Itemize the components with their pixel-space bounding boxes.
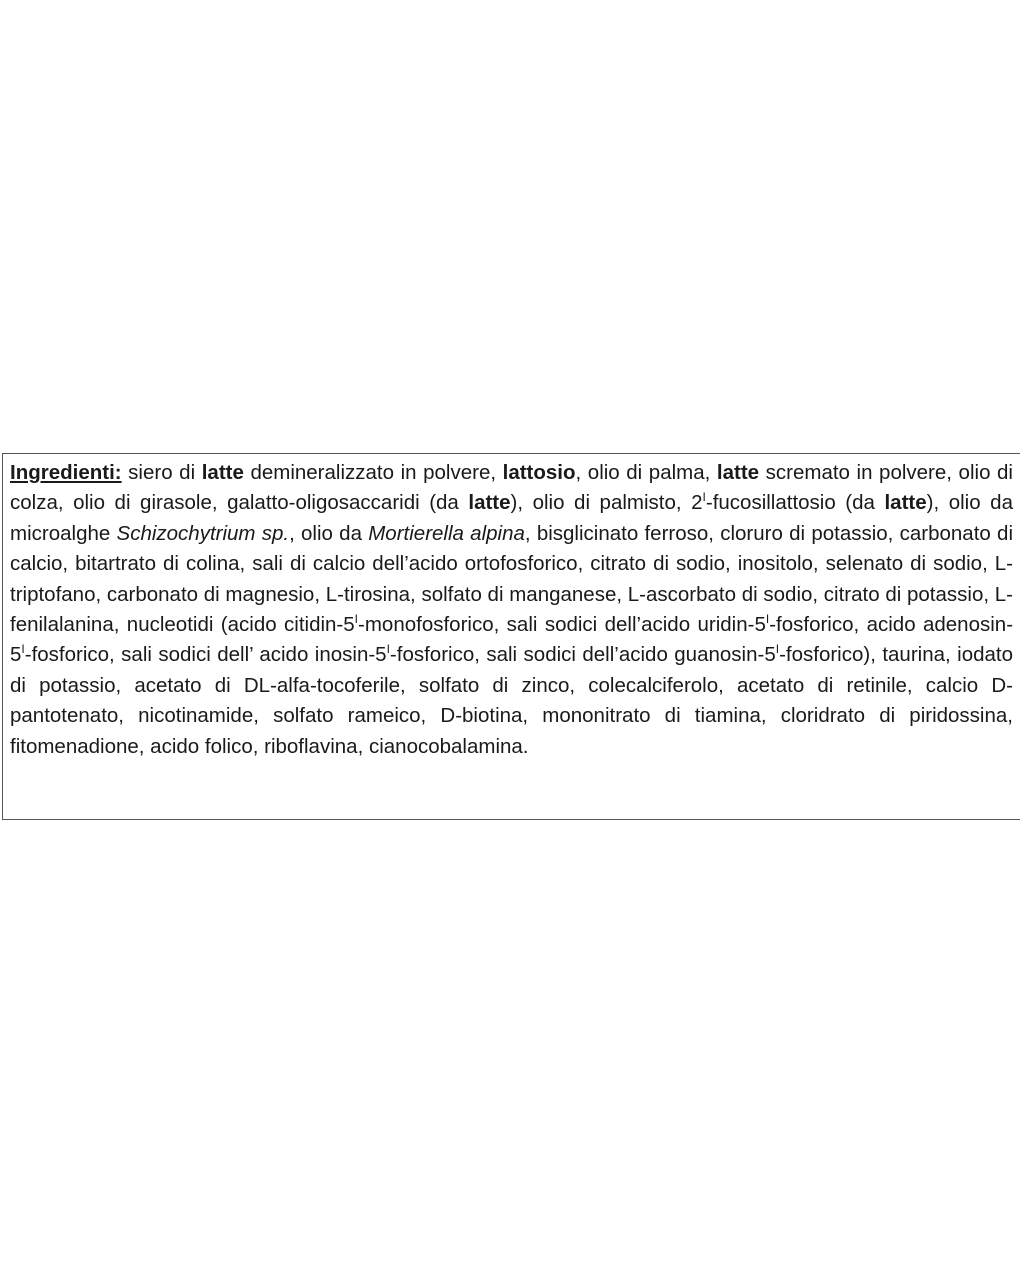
prime-mark: I — [765, 612, 770, 627]
text-segment: -fosforico, acido adenosin-5 — [10, 613, 1014, 667]
species-name: Mortierella alpina — [368, 521, 525, 545]
ingredients-heading: Ingredienti: — [10, 461, 122, 484]
text-segment: -fosforico, sali sodici dell’ acido inosin-5 — [24, 643, 387, 667]
text-segment: siero di — [121, 461, 202, 484]
prime-mark: I — [21, 642, 25, 657]
prime-mark: I — [386, 642, 390, 657]
text-segment: -monofosforico, sali sodici dell’acido uridin-5 — [358, 613, 766, 637]
allergen-latte: latte — [201, 461, 244, 484]
text-segment: , olio da — [289, 521, 369, 545]
allergen-latte: latte — [468, 491, 511, 515]
text-segment: scremato in polvere, olio di colza, olio di girasole, galatto-oligosaccaridi (da — [10, 461, 1013, 515]
text-segment: ), olio di palmisto, 2 — [510, 491, 703, 515]
prime-mark: I — [354, 612, 359, 627]
text-segment: -fosforico, sali sodici dell’acido guanosin-5 — [389, 643, 776, 667]
allergen-lattosio: lattosio — [502, 461, 576, 484]
species-name: Schizochytrium sp. — [116, 521, 290, 545]
prime-mark: I — [775, 642, 780, 657]
text-segment: , bisglicinato ferroso, cloruro di potassio, carbonato di calcio, bitartrato di colina, sali di calcio dell’acido ortofosforico, citrato di sodio, inositolo, selenato di sodio, L- triptofano, carbonato di magnesio, L-tirosina, solfato di manganese, L-ascorbato di sodio, citrato di potassio, L-fenilalanina, nucleotidi (acido citidin-5 — [10, 521, 1013, 637]
text-segment: demineralizzato in polvere, — [243, 461, 503, 484]
text-segment: -fosforico), taurina, iodato di potassio, acetato di DL-alfa-tocoferile, solfato di zinco, colecalciferolo, acetato di retinile, calcio D- pantotenato, nicotinamide, solfato rameico, D-biotina, mononitrato di tiamina, cloridrato di piridossina, fitomenadione, acido folico, riboflavina, cianocobalamina. — [10, 643, 1013, 758]
allergen-latte: latte — [884, 491, 927, 515]
allergen-latte: latte — [716, 461, 760, 484]
prime-mark: I — [702, 490, 706, 505]
text-segment: , olio di palma, — [575, 461, 717, 484]
ingredients-box — [2, 453, 1020, 820]
ingredients-paragraph — [10, 458, 1013, 762]
text-segment: -fucosillattosio (da — [705, 491, 885, 515]
text-segment: ), olio da microalghe — [10, 491, 1013, 545]
